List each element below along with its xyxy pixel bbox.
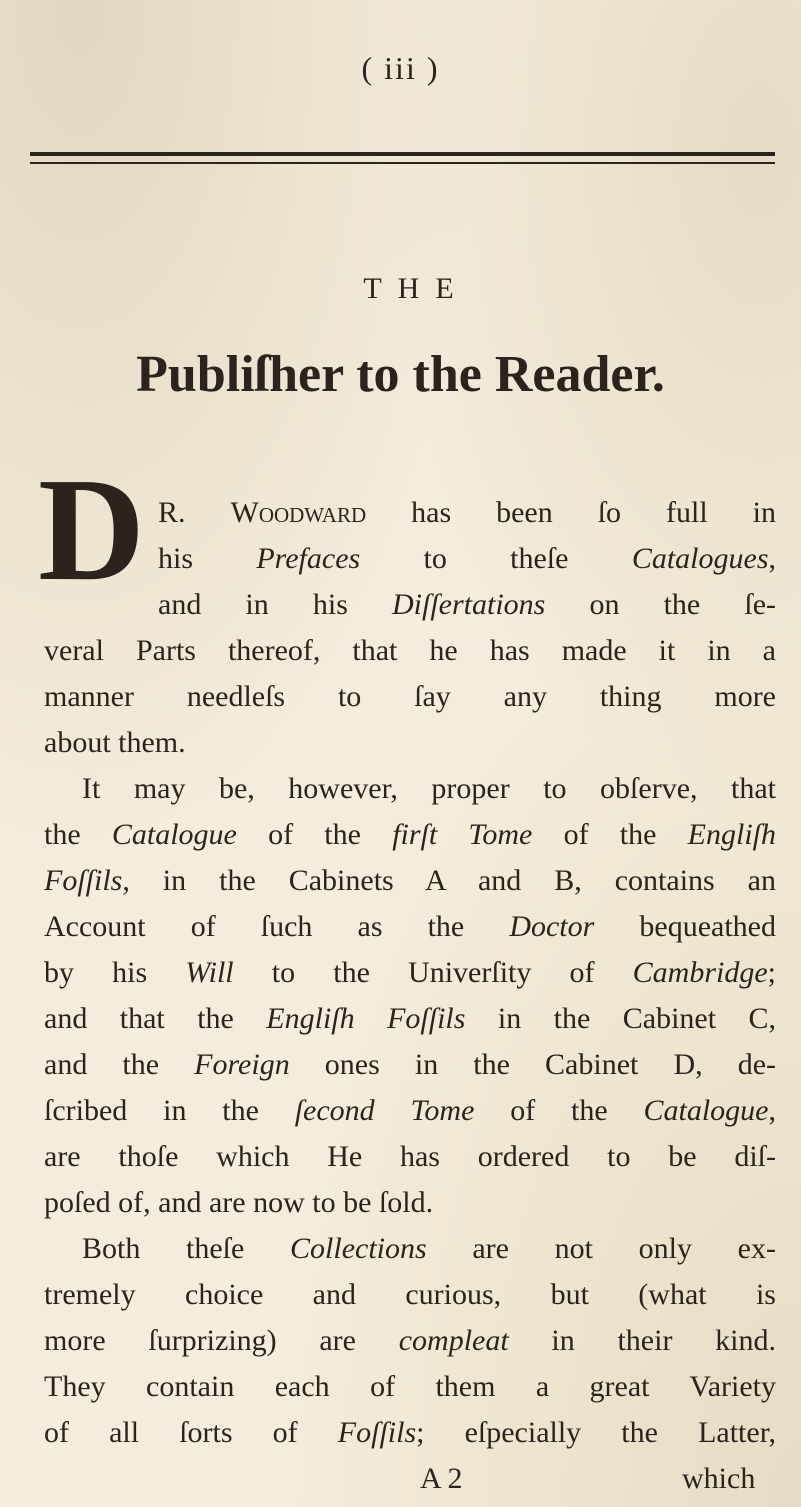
text-line: It may be, however, proper to obſerve, that	[82, 772, 776, 805]
text-line	[82, 1229, 776, 1269]
text-segment: of the	[474, 1094, 644, 1127]
text-segment: ones in the Cabinet D, de-	[289, 1048, 776, 1081]
text-line: manner needleſs to ſay any thing more	[44, 680, 776, 713]
header-rule-thin	[30, 162, 775, 164]
heading-title: Publiſher to the Reader.	[136, 346, 665, 403]
text-segment: and in his	[158, 588, 393, 621]
text-segment: bequeathed	[594, 910, 776, 943]
text-line	[158, 539, 776, 579]
text-line: veral Parts thereof, that he has made it in a	[44, 634, 776, 667]
text-segment: , in the Cabinets A and B, contains an	[122, 864, 776, 897]
text-line	[158, 585, 776, 625]
header-rule-thick	[30, 152, 775, 156]
italic-text: Catalogue	[643, 1094, 769, 1127]
italic-text: Foſſils	[44, 864, 123, 897]
text-line	[44, 1045, 776, 1085]
text-segment: and the	[44, 1048, 195, 1081]
italic-text: Diſſertations	[392, 588, 546, 621]
text-line	[44, 953, 776, 993]
text-segment: of the	[236, 818, 393, 851]
text-segment: ; eſpecially the Latter,	[416, 1416, 776, 1449]
text-segment: has been ſo full in	[366, 496, 777, 529]
text-line: poſed of, and are now to be ſold.	[44, 1186, 434, 1219]
text-line	[44, 1321, 776, 1361]
text-segment: on the ſe-	[545, 588, 776, 621]
text-line	[44, 999, 776, 1039]
italic-text: Cambridge	[632, 956, 768, 989]
heading-the: THE	[363, 272, 470, 305]
italic-text: Will	[185, 956, 234, 989]
text-segment: R.	[158, 496, 231, 529]
text-line	[44, 1091, 776, 1131]
text-segment: his	[158, 542, 257, 575]
text-segment: more ſurprizing) are	[44, 1324, 399, 1357]
italic-text: firſt Tome	[392, 818, 533, 851]
italic-text: ſecond Tome	[294, 1094, 475, 1127]
italic-text: Foſſils	[337, 1416, 417, 1449]
text-segment: are not only ex-	[426, 1232, 776, 1265]
italic-text: Foreign	[194, 1048, 290, 1081]
text-line	[44, 861, 776, 901]
page-number: ( iii )	[361, 50, 440, 86]
text-segment: the	[44, 818, 112, 851]
text-segment: in their kind.	[508, 1324, 776, 1357]
text-segment: in the Cabinet C,	[465, 1002, 777, 1035]
italic-text: Prefaces	[256, 542, 361, 575]
italic-text: compleat	[398, 1324, 509, 1357]
italic-text: Catalogue	[111, 818, 237, 851]
text-line	[44, 815, 776, 855]
text-line	[158, 493, 776, 533]
text-segment: ſcribed in the	[44, 1094, 295, 1127]
text-segment: by his	[44, 956, 186, 989]
drop-cap: D	[38, 448, 145, 612]
italic-text: Engliſh	[687, 818, 776, 851]
italic-text: Doctor	[509, 910, 595, 943]
text-segment: and that the	[44, 1002, 267, 1035]
text-line	[44, 907, 776, 947]
signature-mark: A 2	[420, 1462, 463, 1495]
text-segment: to the Univerſity of	[233, 956, 633, 989]
text-segment: to theſe	[360, 542, 632, 575]
text-segment: ;	[767, 956, 776, 989]
catchword: which	[682, 1462, 756, 1495]
text-segment: of all ſorts of	[44, 1416, 338, 1449]
text-line: about them.	[44, 726, 186, 759]
text-segment: Account of ſuch as the	[44, 910, 510, 943]
text-line: tremely choice and curious, but (what is	[44, 1278, 776, 1311]
text-line	[44, 1413, 776, 1453]
italic-text: Engliſh Foſſils	[266, 1002, 466, 1035]
text-segment: Both theſe	[82, 1232, 291, 1265]
text-segment: ,	[768, 1094, 776, 1127]
text-segment: ,	[768, 542, 776, 575]
text-line: They contain each of them a great Variety	[44, 1370, 776, 1403]
text-line: are thoſe which He has ordered to be diſ-	[44, 1140, 776, 1173]
italic-text: Collections	[290, 1232, 427, 1265]
italic-text: Catalogues	[631, 542, 769, 575]
text-segment: of the	[532, 818, 688, 851]
author-name: Woodward	[230, 496, 367, 529]
